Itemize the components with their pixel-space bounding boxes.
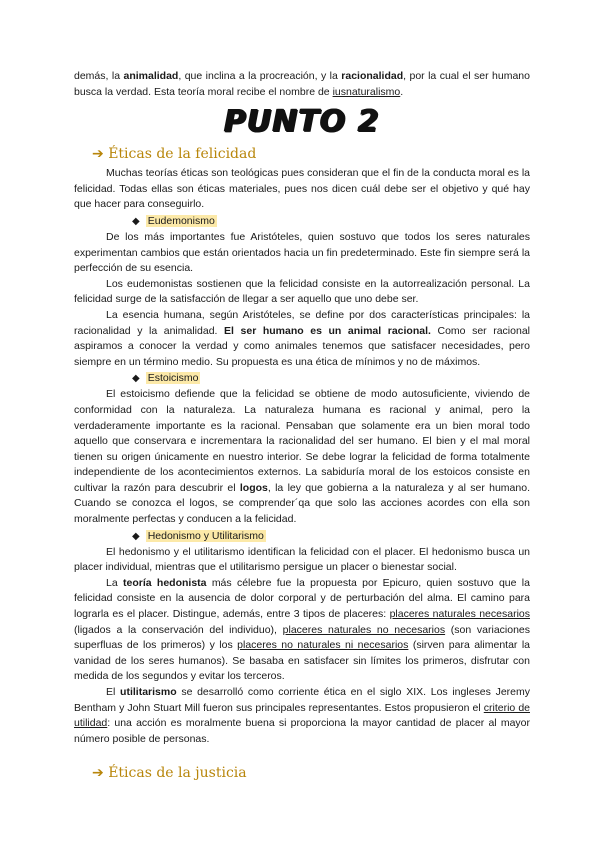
arrow-right-icon: ➔ xyxy=(92,146,104,163)
paragraph-eudemonismo-3: La esencia humana, según Aristóteles, se define por dos características principales: la racionalidad y la animalidad. El ser humano es un animal racional. Como ser racional aspiramos a conocer la verdad y como animales tenemos que satisfacer necesidades, pero siempre en un término medio. Su propuesta es una ética de mínimos y no de máximos. xyxy=(74,308,530,368)
paragraph-hedonismo-2: La teoría hedonista más célebre fue la propuesta por Epicuro, quien sostuvo que la felicidad consiste en la ausencia de dolor corporal y de perturbación del alma. El camino para lograrla es el placer. Distingue, además, entre 3 tipos de placeres: placeres naturales necesarios (ligados a la conservación del individuo), placeres naturales no necesarios (son variaciones superfluas de los primeros) y los placeres no naturales ni necesarios (sirven para alimentar la vanidad de los seres humanos). Se basaba en satisfacer sin límites los primeros, disfrutar con medida de los segundos y evitar los terceros. xyxy=(74,576,531,683)
document-page xyxy=(74,69,530,785)
diamond-icon: ◆ xyxy=(132,215,140,227)
subheading-eudemonismo: ◆ Eudemonismo xyxy=(132,214,215,227)
subheading-estoicismo: ◆ Estoicismo xyxy=(132,372,199,385)
diamond-icon: ◆ xyxy=(132,373,140,385)
paragraph-hedonismo-1: El hedonismo y el utilitarismo identifican la felicidad con el placer. El hedonismo busca un placer individual, mientras que el utilitarismo persigue un placer o bienestar social. xyxy=(74,545,530,574)
diamond-icon: ◆ xyxy=(132,530,140,542)
paragraph-felicidad-intro: Muchas teorías éticas son teológicas pues consideran que el fin de la conducta moral es la felicidad. Todas ellas son éticas materiales, pues nos dicen cuál debe ser el objetivo y qué hay que hacer para conseguirlo. xyxy=(74,167,530,211)
paragraph-utilitarismo: El utilitarismo se desarrolló como corriente ética en el siglo XIX. Los ingleses Jeremy Bentham y John Stuart Mill fueron sus principales representantes. Estos propusieron el criterio de utilidad: una acción es moralmente buena si proporciona la mayor cantidad de placer al mayor número posible de personas. xyxy=(74,686,530,745)
arrow-right-icon: ➔ xyxy=(92,765,104,782)
paragraph-estoicismo: El estoicismo defiende que la felicidad se obtiene de modo autosuficiente, viviendo de conformidad con la naturaleza. La naturaleza humana es racional y animal, pero la verdaderamente importante es la racional. Pensaban que solamente era un bien moral todo aquello que conservara e incrementara la racionalidad del ser humano. El bien y el mal moral tienen su origen únicamente en nuestro interior. Se debe lograr la felicidad de forma totalmente independiente de los acontecimientos externos. La sabiduría moral de los estoicos consiste en cultivar la razón para descubrir el logos, la ley que gobierna a la naturaleza y al ser humano. Cuando se conozca el logos, se comprender´qa que solo las acciones acordes con ella son moralmente perfectas y conducen a la felicidad. xyxy=(74,388,530,526)
section-title: PUNTO 2 xyxy=(224,104,380,140)
subheading-hedonismo: ◆ Hedonismo y Utilitarismo xyxy=(132,529,264,542)
intro-paragraph: demás, la animalidad, que inclina a la procreación, y la racionalidad, por la cual el ser humano busca la verdad. Esta teoría moral recibe el nombre de iusnaturalismo. xyxy=(74,70,530,98)
heading-eticas-felicidad: ➔ Éticas de la felicidad xyxy=(92,146,257,163)
paragraph-eudemonismo-2: Los eudemonistas sostienen que la felicidad consiste en la autorrealización personal. La felicidad surge de la satisfacción de llegar a ser aquello que uno debe ser. xyxy=(74,277,530,306)
paragraph-eudemonismo-1: De los más importantes fue Aristóteles, quien sostuvo que todos los seres naturales experimentan cambios que están orientados hacia un fin predeterminado. Este fin siempre será la perfección de su esencia. xyxy=(74,230,530,275)
heading-eticas-justicia: ➔ Éticas de la justicia xyxy=(92,765,247,782)
